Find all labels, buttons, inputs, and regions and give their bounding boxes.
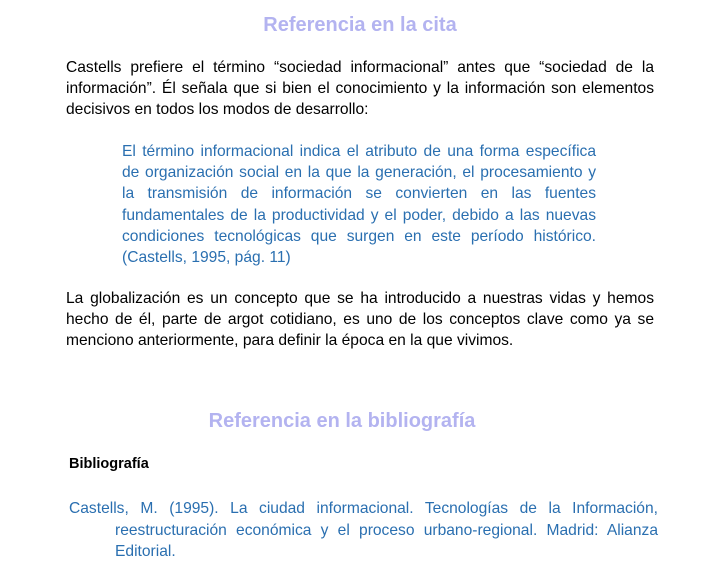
bibliography-entry: Castells, M. (1995). La ciudad informacional. Tecnologías de la Información, reestructuración económica y el proceso urbano-regional. Madrid: Alianza Editorial. (69, 500, 658, 560)
intro-paragraph: Castells prefiere el término “sociedad informacional” antes que “sociedad de la información”. Él señala que si bien el conocimiento y la información son elementos decisivos en todos los modos de desarrollo: (66, 59, 654, 118)
block-quote: El término informacional indica el atributo de una forma específica de organización social en la que la generación, el procesamiento y la transmisión de información se convierten en las fuentes fundamentales de la productividad y el poder, debido a las nuevas condiciones tecnológicas que surgen en este período histórico. (Castells, 1995, pág. 11) (122, 143, 596, 267)
bibliography-heading: Referencia en la bibliografía (208, 410, 476, 432)
closing-paragraph: La globalización es un concepto que se ha introducido a nuestras vidas y hemos hecho de él, parte de argot cotidiano, es uno de los conceptos clave como ya se menciono anteriormente, para definir la época en la que vivimos. (66, 290, 654, 349)
citation-heading: Referencia en la cita (263, 14, 457, 36)
bibliography-title: Bibliografía (69, 456, 149, 472)
